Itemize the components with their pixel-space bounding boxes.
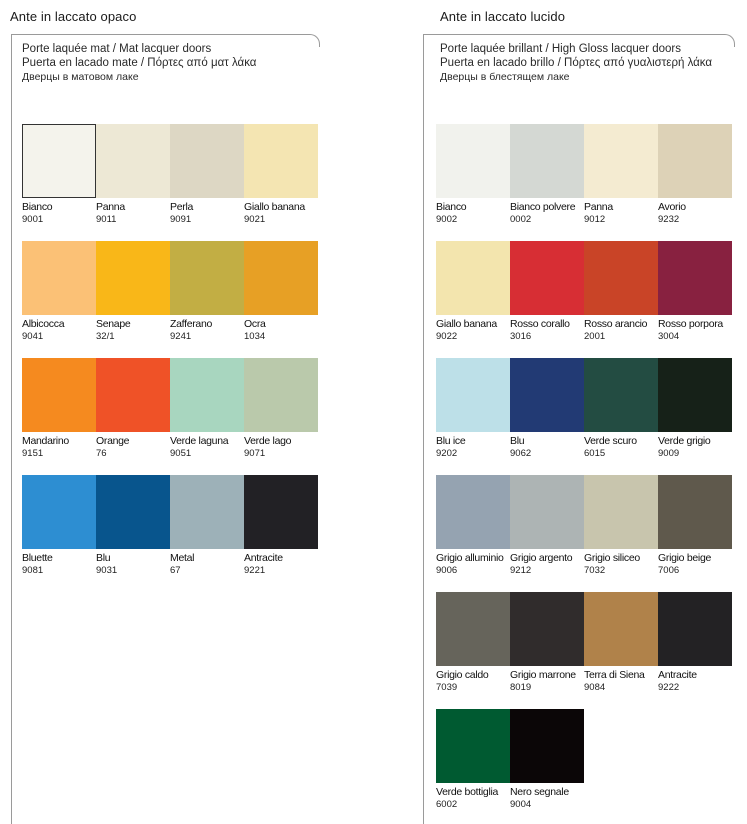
color-swatch xyxy=(436,358,510,458)
frame-line xyxy=(11,34,12,824)
swatch-code: 9002 xyxy=(436,214,458,225)
color-swatch xyxy=(170,475,244,575)
subtitle-ru: Дверцы в блестящем лаке xyxy=(440,71,570,83)
swatch-color xyxy=(22,124,96,198)
swatch-row xyxy=(436,241,736,341)
swatch-name: Giallo banana xyxy=(436,318,497,330)
swatch-name: Ocra xyxy=(244,318,266,330)
color-swatch xyxy=(170,124,244,224)
swatch-code: 9022 xyxy=(436,331,458,342)
swatch-code: 7032 xyxy=(584,565,606,576)
frame-line xyxy=(423,34,723,35)
swatch-code: 9232 xyxy=(658,214,680,225)
swatch-color xyxy=(510,475,584,549)
color-swatch xyxy=(510,592,584,692)
swatch-code: 2001 xyxy=(584,331,606,342)
section-title: Ante in laccato lucido xyxy=(440,9,566,24)
swatch-code: 9004 xyxy=(510,799,532,810)
color-swatch xyxy=(436,124,510,224)
swatch-color xyxy=(96,241,170,315)
swatch-color xyxy=(658,358,732,432)
swatch-code: 6002 xyxy=(436,799,458,810)
swatch-name: Antracite xyxy=(658,669,697,681)
swatch-code: 6015 xyxy=(584,448,606,459)
swatch-code: 9222 xyxy=(658,682,680,693)
swatch-row xyxy=(436,709,736,809)
swatch-code: 3016 xyxy=(510,331,532,342)
swatch-code: 9071 xyxy=(244,448,266,459)
swatch-name: Antracite xyxy=(244,552,283,564)
frame-corner xyxy=(722,34,735,47)
swatch-code: 9011 xyxy=(96,214,117,225)
swatch-color xyxy=(22,475,96,549)
swatch-name: Giallo banana xyxy=(244,201,305,213)
swatch-color xyxy=(510,124,584,198)
subtitle-es-gr: Puerta en lacado mate / Πόρτες από ματ λάκα xyxy=(22,57,257,69)
swatch-name: Zafferano xyxy=(170,318,213,330)
swatch-code: 9212 xyxy=(510,565,532,576)
swatch-name: Blu xyxy=(96,552,111,564)
swatch-color xyxy=(96,475,170,549)
swatch-color xyxy=(170,358,244,432)
color-swatch xyxy=(96,475,170,575)
color-swatch xyxy=(436,592,510,692)
swatch-code: 9221 xyxy=(244,565,266,576)
swatch-color xyxy=(658,475,732,549)
color-swatch xyxy=(436,709,510,809)
swatch-name: Rosso porpora xyxy=(658,318,723,330)
color-swatch xyxy=(584,475,658,575)
swatch-code: 9051 xyxy=(170,448,192,459)
swatch-code: 67 xyxy=(170,565,181,576)
swatch-color xyxy=(584,358,658,432)
swatch-row xyxy=(22,241,322,341)
swatch-name: Verde bottiglia xyxy=(436,786,499,798)
color-swatch xyxy=(96,241,170,341)
section-subtitle xyxy=(440,42,712,84)
swatch-color xyxy=(170,475,244,549)
section-subtitle xyxy=(22,42,256,84)
swatch-name: Rosso corallo xyxy=(510,318,570,330)
swatch-color xyxy=(510,241,584,315)
color-swatch xyxy=(584,241,658,341)
swatch-row xyxy=(436,475,736,575)
swatch-color xyxy=(244,124,318,198)
swatch-row xyxy=(22,124,322,224)
swatch-color xyxy=(244,241,318,315)
color-swatch xyxy=(244,475,318,575)
swatch-code: 9084 xyxy=(584,682,606,693)
swatch-code: 9241 xyxy=(170,331,192,342)
swatch-color xyxy=(96,358,170,432)
color-swatch xyxy=(510,241,584,341)
swatch-name: Panna xyxy=(96,201,125,213)
color-swatch xyxy=(658,475,732,575)
swatch-color xyxy=(584,124,658,198)
swatch-code: 9091 xyxy=(170,214,192,225)
swatch-row xyxy=(22,475,322,575)
swatch-color xyxy=(584,592,658,666)
swatch-row xyxy=(436,592,736,692)
swatch-name: Blu ice xyxy=(436,435,466,447)
swatch-name: Albicocca xyxy=(22,318,65,330)
color-swatch xyxy=(658,241,732,341)
swatch-name: Senape xyxy=(96,318,131,330)
swatch-color xyxy=(436,592,510,666)
subtitle-es-gr: Puerta en lacado brillo / Πόρτες από γυαλιστερή λάκα xyxy=(440,57,713,69)
swatch-name: Bianco polvere xyxy=(510,201,576,213)
swatch-code: 9202 xyxy=(436,448,458,459)
color-swatch xyxy=(510,358,584,458)
swatch-code: 9081 xyxy=(22,565,44,576)
swatch-name: Orange xyxy=(96,435,130,447)
swatch-color xyxy=(96,124,170,198)
swatch-code: 0002 xyxy=(510,214,532,225)
swatch-code: 7039 xyxy=(436,682,458,693)
swatch-color xyxy=(436,709,510,783)
frame-line xyxy=(11,34,308,35)
swatch-name: Bluette xyxy=(22,552,53,564)
swatch-color xyxy=(510,592,584,666)
swatch-name: Perla xyxy=(170,201,194,213)
swatch-color xyxy=(584,241,658,315)
color-swatch xyxy=(244,124,318,224)
swatch-name: Nero segnale xyxy=(510,786,569,798)
swatch-color xyxy=(658,124,732,198)
swatch-color xyxy=(436,358,510,432)
color-swatch xyxy=(244,241,318,341)
subtitle-ru: Дверцы в матовом лаке xyxy=(22,71,139,83)
swatch-name: Verde grigio xyxy=(658,435,711,447)
swatch-code: 76 xyxy=(96,448,107,459)
swatch-name: Grigio beige xyxy=(658,552,712,564)
swatch-code: 9151 xyxy=(22,448,44,459)
swatch-name: Avorio xyxy=(658,201,686,213)
color-swatch xyxy=(96,124,170,224)
swatch-color xyxy=(436,124,510,198)
color-swatch xyxy=(22,475,96,575)
swatch-name: Verde lago xyxy=(244,435,292,447)
swatch-row xyxy=(436,358,736,458)
color-swatch xyxy=(96,358,170,458)
swatch-color xyxy=(436,241,510,315)
color-swatch xyxy=(22,124,96,224)
swatch-code: 9006 xyxy=(436,565,458,576)
swatch-name: Bianco xyxy=(22,201,53,213)
swatch-color xyxy=(22,241,96,315)
color-swatch xyxy=(510,124,584,224)
swatch-name: Blu xyxy=(510,435,525,447)
swatch-code: 9062 xyxy=(510,448,532,459)
frame-line xyxy=(423,34,424,824)
swatch-color xyxy=(170,124,244,198)
swatch-row xyxy=(436,124,736,224)
color-swatch xyxy=(510,475,584,575)
swatch-color xyxy=(170,241,244,315)
swatch-code: 9021 xyxy=(244,214,266,225)
swatch-name: Grigio caldo xyxy=(436,669,489,681)
color-swatch xyxy=(510,709,584,809)
color-swatch xyxy=(584,358,658,458)
swatch-name: Bianco xyxy=(436,201,467,213)
swatch-name: Grigio argento xyxy=(510,552,573,564)
color-swatch xyxy=(436,475,510,575)
swatch-code: 9041 xyxy=(22,331,44,342)
color-swatch xyxy=(584,124,658,224)
swatch-code: 8019 xyxy=(510,682,532,693)
swatch-code: 7006 xyxy=(658,565,680,576)
color-swatch xyxy=(658,358,732,458)
swatch-name: Mandarino xyxy=(22,435,69,447)
swatch-code: 1034 xyxy=(244,331,266,342)
swatch-color xyxy=(244,475,318,549)
swatch-code: 32/1 xyxy=(96,331,115,342)
color-swatch xyxy=(170,358,244,458)
color-swatch xyxy=(22,241,96,341)
swatch-color xyxy=(22,358,96,432)
swatch-name: Metal xyxy=(170,552,195,564)
swatch-name: Verde laguna xyxy=(170,435,229,447)
color-swatch xyxy=(584,592,658,692)
swatch-code: 9031 xyxy=(96,565,118,576)
swatch-code: 9012 xyxy=(584,214,606,225)
swatch-row xyxy=(22,358,322,458)
color-swatch xyxy=(658,592,732,692)
swatch-color xyxy=(510,709,584,783)
color-swatch xyxy=(170,241,244,341)
swatch-code: 9009 xyxy=(658,448,680,459)
frame-corner xyxy=(307,34,320,47)
subtitle-fr-en: Porte laquée mat / Mat lacquer doors xyxy=(22,43,212,55)
swatch-color xyxy=(244,358,318,432)
swatch-name: Rosso arancio xyxy=(584,318,648,330)
swatch-name: Panna xyxy=(584,201,613,213)
subtitle-fr-en: Porte laquée brillant / High Gloss lacquer doors xyxy=(440,43,681,55)
swatch-name: Grigio alluminio xyxy=(436,552,504,564)
swatch-color xyxy=(658,241,732,315)
swatch-color xyxy=(510,358,584,432)
color-swatch xyxy=(244,358,318,458)
color-swatch xyxy=(436,241,510,341)
swatch-name: Verde scuro xyxy=(584,435,637,447)
section-title: Ante in laccato opaco xyxy=(10,9,137,24)
swatch-name: Terra di Siena xyxy=(584,669,645,681)
swatch-color xyxy=(436,475,510,549)
swatch-code: 9001 xyxy=(22,214,44,225)
swatch-color xyxy=(658,592,732,666)
swatch-code: 3004 xyxy=(658,331,680,342)
swatch-color xyxy=(584,475,658,549)
swatch-name: Grigio siliceo xyxy=(584,552,640,564)
color-swatch xyxy=(658,124,732,224)
color-swatch xyxy=(22,358,96,458)
swatch-name: Grigio marrone xyxy=(510,669,576,681)
